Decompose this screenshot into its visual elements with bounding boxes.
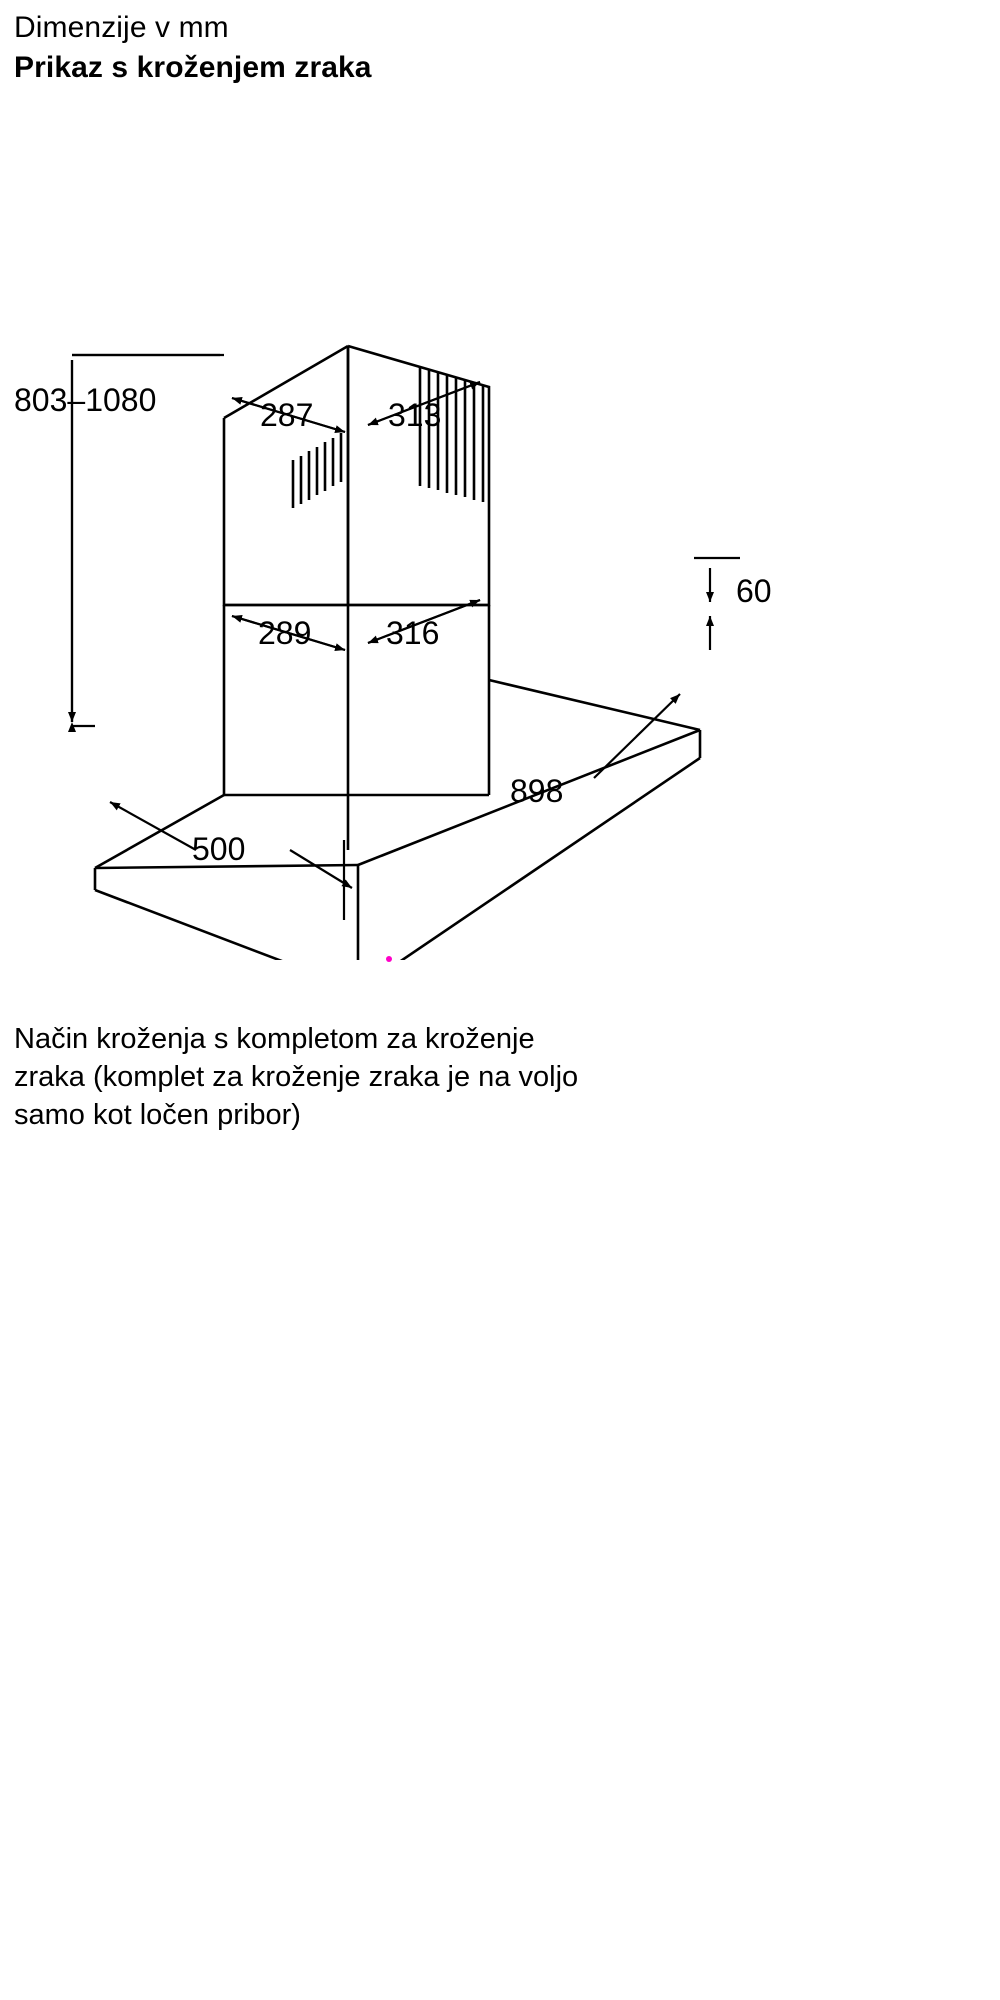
- dimension-898-line: [392, 686, 690, 850]
- page-header: [14, 8, 914, 88]
- dimension-label-height-range: 803–1080: [14, 382, 157, 418]
- dimension-label-898: 898: [510, 773, 564, 809]
- hood-drawing-svg: [0, 150, 1000, 960]
- dimension-label-60: 60: [736, 573, 772, 609]
- dimension-label-313: 313: [388, 397, 442, 433]
- caption-line-2: zraka (komplet za kroženje zraka je na voljo: [14, 1061, 579, 1093]
- dimension-drawing: [0, 150, 1000, 960]
- diagram-caption: [14, 1020, 964, 1134]
- dimension-label-289: 289: [258, 615, 312, 651]
- dimension-60-line: [694, 558, 740, 650]
- dimension-label-500: 500: [192, 831, 246, 867]
- caption-line-3: samo kot ločen pribor): [14, 1099, 301, 1131]
- position-marker-dot: [386, 956, 392, 962]
- page-title-line1: Dimenzije v mm: [14, 11, 229, 44]
- page-title-line2: Prikaz s kroženjem zraka: [14, 51, 372, 84]
- dimension-label-316: 316: [386, 615, 440, 651]
- dimension-label-287: 287: [260, 397, 314, 433]
- caption-line-1: Način kroženja s kompletom za kroženje: [14, 1023, 535, 1055]
